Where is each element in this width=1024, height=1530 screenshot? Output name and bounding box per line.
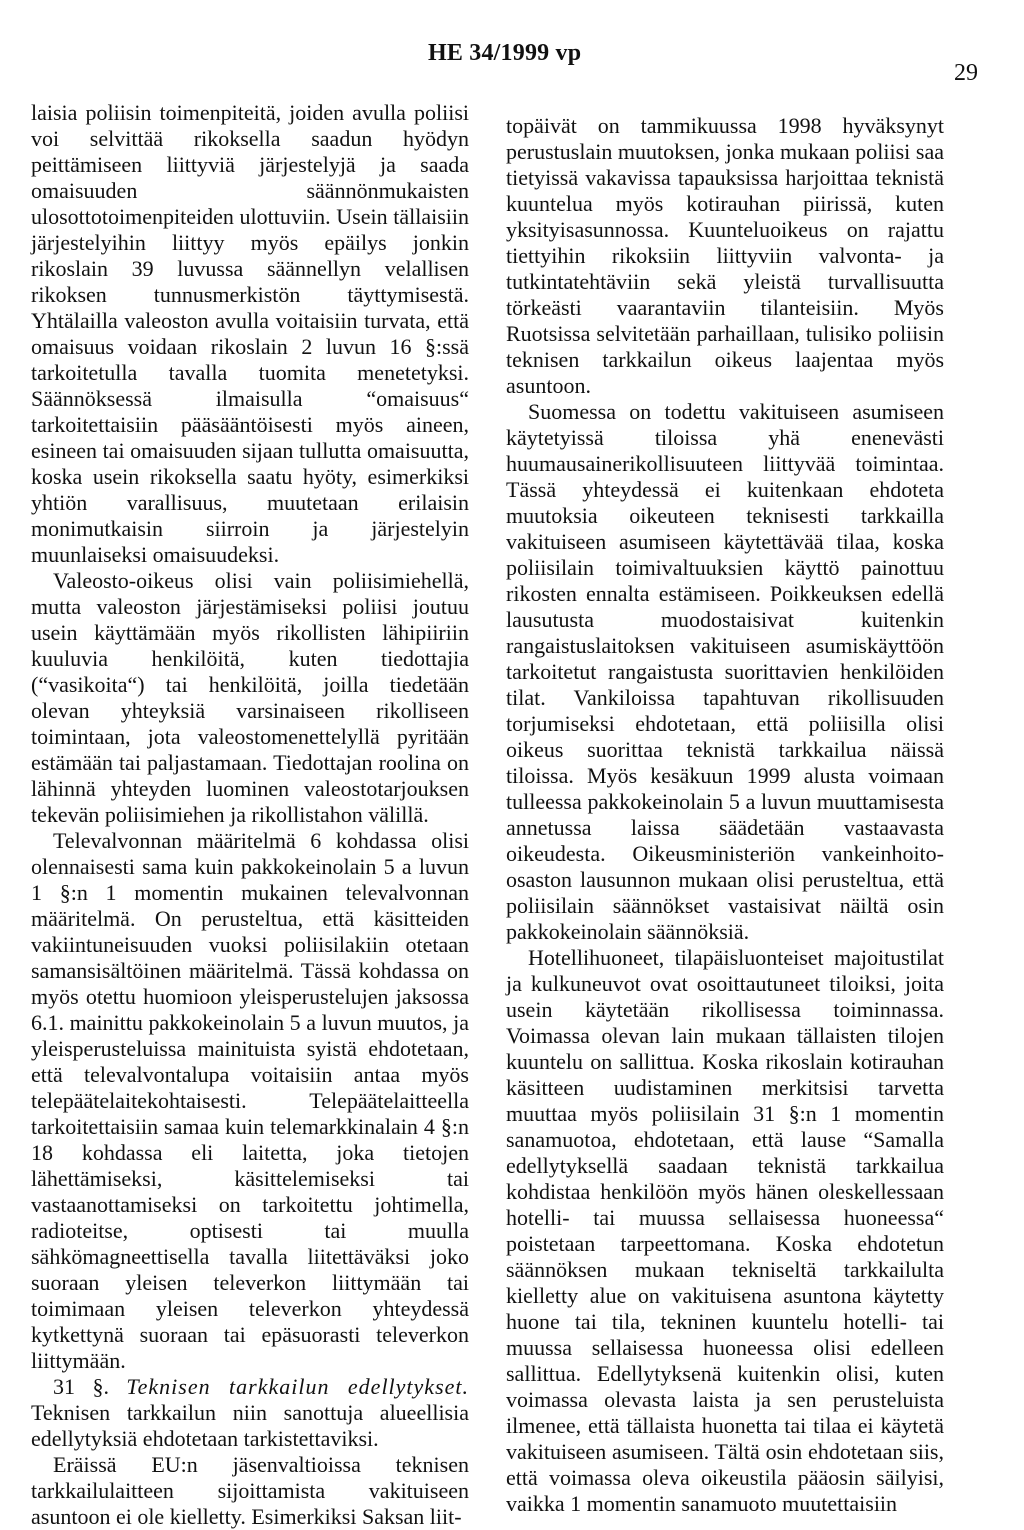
paragraph: Suomessa on todettu vakituiseen asumiseen käytetyissä tiloissa yhä enenevästi huumausainerikollisuuteen liittyvää toimintaa. Tässä yhteydessä ei kuitenkaan ehdoteta muutoksia oikeuteen teknisesti tarkkailla vakituiseen asumiseen käytettävää tilaa, koska poliisilain toimivaltuuksien käyttö painottuu rikosten ennalta estämiseen. Poikkeuksen edellä lausutusta muodostaisivat kuitenkin rangaistuslaitoksen vakituiseen asumiskäyttöön tarkoitetut rangaistusta suorittavien henkilöiden tilat. Vankiloissa tapahtuvan rikollisuuden torjumiseksi ehdotetaan, että poliisilla olisi oikeus suorittaa teknistä tarkkailua näissä tiloissa. Myös kesäkuun 1999 alusta voimaan tulleessa pakkokeinolain 5 a luvun muuttamisesta annetussa laissa säädetään vastaavasta oikeudesta. Oikeusministeriön vankeinhoito-osaston lausunnon mukaan olisi perusteltua, että poliisilain säännökset vastaisivat näiltä osin pakkokeinolain säännöksiä.: [506, 399, 944, 944]
paragraph: Valeosto-oikeus olisi vain poliisimiehellä, mutta valeoston järjestämiseksi poliisi joutuu usein käyttämään myös rikollisten lähipiiriin kuuluvia henkilöitä, kuten tiedottajia (“vasikoita“) tai henkilöitä, joilla tiedetään olevan yhteyksiä varsinaiseen rikolliseen toimintaan, jota valeostomenettelyllä pyritään estämään tai paljastamaan. Tiedottajan roolina on lähinnä yhteyden luominen valeostotarjouksen tekevän poliisimiehen ja rikollistahon välillä.: [31, 568, 469, 827]
paragraph: Televalvonnan määritelmä 6 kohdassa olisi olennaisesti sama kuin pakkokeinolain 5 a luvun 1 §:n 1 momentin mukainen televalvonnan määritelmä. On perusteltua, että käsitteiden vakiintuneisuuden vuoksi poliisilakiin otetaan samansisältöinen määritelmä. Tässä kohdassa on myös otettu huomioon yleisperustelujen jaksossa 6.1. mainittu pakkokeinolain 5 a luvun muutos, ja yleisperusteluissa mainituista syistä ehdotetaan, että televalvontalupa voitaisiin antaa myös telepäätelaitekohtaisesti. Telepäätelaitteella tarkoitettaisiin samaa kuin telemarkkinalain 4 §:n 18 kohdassa eli laitetta, joka tietojen lähettämiseksi, käsittelemiseksi tai vastaanottamiseksi on tarkoitettu johtimella, radioteitse, optisesti tai muulla sähkömagneettisella tavalla liitettäväksi joko suoraan yleisen televerkon liittymään tai toimimaan yleisen televerkon yhteydessä kytkettynä suoraan tai epäsuorasti televerkon liittymään.: [31, 828, 469, 1373]
section-number: 31 §.: [53, 1374, 109, 1399]
section-heading: [31, 1374, 469, 1452]
paragraph: topäivät on tammikuussa 1998 hyväksynyt perustuslain muutoksen, jonka mukaan poliisi saa tietyissä vakavissa tapauksissa harjoittaa teknistä kuuntelua myös kotirauhan piirissä, kuten yksityisasunnossa. Kuunteluoikeus on rajattu tiettyihin rikoksiin liittyviin valvonta- ja tutkintatehtäviin sekä yleistä turvallisuutta törkeästi vaarantaviin tilanteisiin. Myös Ruotsissa selvitetään parhaillaan, tulisiko poliisin teknisen tarkkailun oikeus laajentaa myös asuntoon.: [506, 113, 944, 398]
right-column: [506, 113, 944, 1517]
paragraph: laisia poliisin toimenpiteitä, joiden avulla poliisi voi selvittää rikoksella saadun hyödyn peittämiseen liittyviä järjestelyjä ja saada omaisuuden säännönmukaisten ulosottotoimenpiteiden ulottuviin. Usein tällaisiin järjestelyihin liittyy myös epäilys jonkin rikoslain 39 luvussa säännellyn velallisen rikoksen tunnusmerkistön täyttymisestä. Yhtälailla valeoston avulla voitaisiin turvata, että omaisuus voidaan rikoslain 2 luvun 16 §:ssä tarkoitetulla tavalla tuomita menetetyksi. Säännöksessä ilmaisulla “omaisuus“ tarkoitettaisiin pääsääntöisesti myös aineen, esineen tai omaisuuden sijaan tullutta omaisuutta, koska usein rikoksella saatu hyöty, esimerkiksi yhtiön varallisuus, muutetaan erilaisin monimutkaisin siirroin ja järjestelyin muunlaiseksi omaisuudeksi.: [31, 100, 469, 567]
paragraph: Eräissä EU:n jäsenvaltioissa teknisen tarkkailulaitteen sijoittamista vakituiseen asuntoon ei ole kielletty. Esimerkiksi Saksan liit-: [31, 1452, 469, 1529]
paragraph: Teknisen tarkkailun niin sanottuja alueellisia edellytyksiä ehdotetaan tarkistettaviksi.: [31, 1400, 469, 1451]
left-column: [31, 100, 469, 1530]
paragraph: Hotellihuoneet, tilapäisluonteiset majoitustilat ja kulkuneuvot ovat osoittautuneet tiloiksi, joita usein käytetään rikollisessa toiminnassa. Voimassa olevan lain mukaan tällaisten tilojen kuuntelu on sallittua. Koska rikoslain kotirauhan käsitteen uudistaminen merkitsisi tarvetta muuttaa myös poliisilain 31 §:n 1 momentin sanamuotoa, ehdotetaan, että lause “Samalla edellytyksellä saadaan teknistä tarkkailua kohdistaa henkilöön myös hänen oleskellessaan hotelli- tai muussa sellaisessa huoneessa“ poistetaan tarpeettomana. Koska ehdotetun säännöksen mukaan tekniseltä tarkkailulta kielletty alue on vakituisena asuntona käytetty huone tai tila, tekninen kuuntelu hotelli- tai muussa sellaisessa huoneessa olisi edelleen sallittua. Edellytyksenä kuitenkin olisi, kuten voimassa olevasta laista ja sen perusteluista ilmenee, että tällaista huonetta tai tilaa ei käytetä vakituiseen asumiseen. Tältä osin ehdotetaan siis, että voimassa oleva oikeustila pääosin säilyisi, vaikka 1 momentin sanamuoto muutettaisiin: [506, 945, 944, 1516]
page-number: 29: [954, 60, 978, 86]
page-header: [0, 38, 1024, 86]
section-title: Teknisen tarkkailun edellytykset.: [126, 1374, 470, 1399]
document-id: HE 34/1999 vp: [428, 40, 582, 66]
